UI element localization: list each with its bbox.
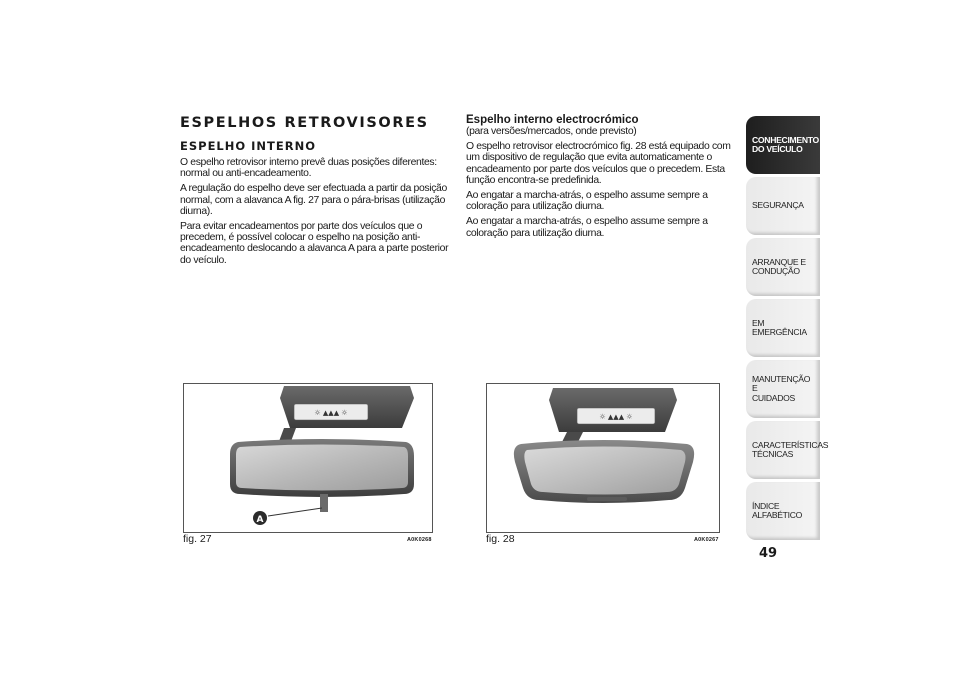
chapter-sidebar [746,116,829,543]
paragraph: O espelho retrovisor electrocrómico fig. 28 está equipado com um dispositivo de regulação que evita automaticamente o encadeamento por parte dos veículos que o precedem. Esta função encontra-se predefinida. [466,141,731,186]
chapter-tab-indice[interactable] [746,482,820,540]
tab-label: ÍNDICE ALFABÉTICO [752,500,803,520]
figure-28-frame [486,383,720,533]
mirror-illustration-28 [487,384,719,532]
paragraph: Ao engatar a marcha-atrás, o espelho assume sempre a coloração para utilização diurna. [466,216,708,239]
paragraph: A regulação do espelho deve ser efectuada a partir da posição normal, com a alavanca A fig. 27 para o pára-brisas (utilização diurna). [180,183,447,217]
chapter-tab-seguranca[interactable] [746,177,820,235]
tab-label: MANUTENÇÃO E [752,373,811,394]
figure-27-frame [183,383,433,533]
page-number: 49 [759,546,778,561]
chapter-tab-manutencao[interactable] [746,360,820,418]
tab-label: CUIDADOS [752,392,795,403]
paragraph: Ao engatar a marcha-atrás, o espelho assume sempre a coloração para utilização diurna. [466,190,708,213]
figure-27-code: A0K0268 [407,537,432,543]
tab-label: SEGURANÇA [752,200,804,211]
svg-text:☼ ▲▲▲ ☼: ☼ ▲▲▲ ☼ [314,409,348,417]
tab-label: TÉCNICAS [752,449,794,459]
section-subtitle: ESPELHO INTERNO [180,139,317,153]
paragraph: Para evitar encadeamentos por parte dos veículos que o precedem, é possível colocar o espelho na posição anti-encadeamento deslocando a alavanca A para a parte posterior do veículo. [180,221,449,266]
tab-label: CONDUÇÃO [752,266,800,276]
tab-label: ARRANQUE E [752,256,806,267]
right-column [466,114,736,243]
tab-label: EM EMERGÊNCIA [752,317,807,337]
tab-label: CARACTERÍSTICAS [752,439,829,450]
tab-label: CONHECIMENTO [752,134,819,145]
figure-27-caption: fig. 27 [183,533,212,545]
chapter-tab-conhecimento[interactable] [746,116,820,174]
left-column [180,114,450,270]
subsection-note: (para versões/mercados, onde previsto) [466,126,637,137]
chapter-tab-emergencia[interactable] [746,299,820,357]
section-title: ESPELHOS RETROVISORES [180,115,429,131]
subsection-title: Espelho interno electrocrómico [466,114,639,126]
chapter-tab-caracteristicas[interactable] [746,421,829,479]
chapter-tab-arranque[interactable] [746,238,820,296]
figure-28-caption: fig. 28 [486,533,515,545]
svg-text:☼ ▲▲▲ ☼: ☼ ▲▲▲ ☼ [599,413,633,421]
callout-a-label: A [256,515,264,525]
mirror-illustration-27 [184,384,432,532]
tab-label: DO VEÍCULO [752,144,803,154]
figure-28-code: A0K0267 [694,537,719,543]
paragraph: O espelho retrovisor interno prevê duas posições diferentes: normal ou anti-encadeamento. [180,157,437,180]
